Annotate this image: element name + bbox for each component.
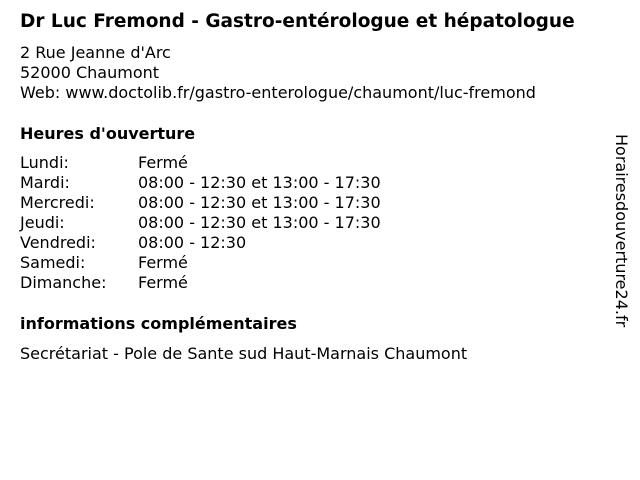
day-label: Jeudi: bbox=[20, 213, 65, 232]
day-label: Vendredi: bbox=[20, 233, 96, 252]
day-hours: Fermé bbox=[138, 273, 188, 292]
day-hours: 08:00 - 12:30 et 13:00 - 17:30 bbox=[138, 193, 381, 212]
day-label: Samedi: bbox=[20, 253, 86, 272]
hours-row-monday bbox=[20, 153, 381, 173]
address-block bbox=[20, 43, 536, 103]
hours-row-saturday bbox=[20, 253, 381, 273]
hours-row-thursday bbox=[20, 213, 381, 233]
day-hours: Fermé bbox=[138, 253, 188, 272]
day-hours: 08:00 - 12:30 bbox=[138, 233, 247, 252]
day-hours: 08:00 - 12:30 et 13:00 - 17:30 bbox=[138, 173, 381, 192]
day-label: Dimanche: bbox=[20, 273, 107, 292]
brand-watermark: Horairesdouverture24.fr bbox=[612, 134, 631, 328]
address-street: 2 Rue Jeanne d'Arc bbox=[20, 43, 171, 62]
opening-hours-table bbox=[20, 153, 381, 293]
additional-info-text: Secrétariat - Pole de Sante sud Haut-Marnais Chaumont bbox=[20, 344, 468, 363]
day-label: Mardi: bbox=[20, 173, 70, 192]
address-city: 52000 Chaumont bbox=[20, 63, 160, 82]
day-hours: Fermé bbox=[138, 153, 188, 172]
day-label: Mercredi: bbox=[20, 193, 95, 212]
hours-row-sunday bbox=[20, 273, 381, 293]
opening-hours-heading: Heures d'ouverture bbox=[20, 124, 196, 143]
hours-row-wednesday bbox=[20, 193, 381, 213]
day-label: Lundi: bbox=[20, 153, 69, 172]
day-hours: 08:00 - 12:30 et 13:00 - 17:30 bbox=[138, 213, 381, 232]
hours-row-tuesday bbox=[20, 173, 381, 193]
hours-row-friday bbox=[20, 233, 381, 253]
additional-info-heading: informations complémentaires bbox=[20, 314, 297, 333]
address-web: Web: www.doctolib.fr/gastro-enterologue/chaumont/luc-fremond bbox=[20, 83, 536, 102]
page-title: Dr Luc Fremond - Gastro-entérologue et hépatologue bbox=[20, 11, 575, 32]
